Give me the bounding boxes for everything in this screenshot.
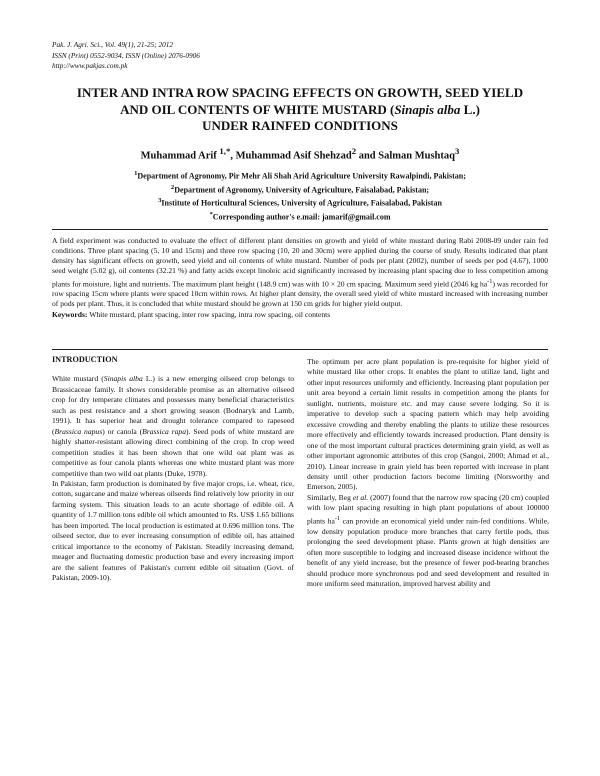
title-line-2: AND OIL CONTENTS OF WHITE MUSTARD (Sinapis alba L.)	[120, 101, 480, 117]
affiliation-3: $^3$Institute of Horticultural Sciences, University of Agriculture, Faisalabad, Pakistan	[158, 197, 442, 208]
right-column	[307, 357, 549, 590]
journal-citation: Pak. J. Agri. Sci., Vol. 49(1), 21-25; 2012	[52, 40, 174, 49]
author-2: Muhammad Asif Shehzad	[235, 150, 352, 162]
intro-paragraph-1: White mustard (Sinapis alba L.) is a new emerging oilseed crop belongs to Brassicaceae family. It shows considerable promise as an alternative oilseed crop for dry temperate climates and possesses many beneficial characteristics such as pest resistance and a short growing season (Bodnaryk and Lamb, 1991). It has superior heat and drought tolerance compared to rapeseed (Brassica napus) or canola (Brassica rapa). Seed pods of white mustard are highly shatter-resistant allowing direct combining of the crop. In crop weed competition studies it has been shown that one wild oat plant was as competitive as four canola plants whereas one white mustard plant was more competitive than two wild oat plants (Duke, 1978).	[52, 374, 295, 478]
paper-title	[40, 85, 560, 135]
keywords-label: Keywords:	[52, 309, 88, 319]
affiliation-1: $^1$Department of Agronomy, Pir Mehr Ali Shah Arid Agriculture University Rawalpindi, Pakistan;	[134, 170, 466, 181]
title-line-3: UNDER RAINFED CONDITIONS	[202, 118, 398, 133]
author-1: Muhammad Arif	[140, 150, 217, 162]
corresponding-author: *Corresponding author's e.mail: jamarif@gmail.com	[209, 210, 391, 222]
abstract-top-rule	[52, 229, 548, 230]
keywords: Keywords: White mustard, plant spacing, inter row spacing, intra row spacing, oil contents	[52, 309, 331, 319]
author-3: Salman Mushtaq	[378, 150, 455, 162]
journal-issn: ISSN (Print) 0552-9034, ISSN (Online) 2076-0906	[52, 50, 200, 60]
abstract-bottom-rule	[52, 349, 548, 350]
right-paragraph-1: The optimum per acre plant population is pre-requisite for higher yield of white mustard like other crops. It enables the plant to utilize land, light and other input resources uniformly and efficiently. Increasing plant population per unit area beyond a certain limit results in competition among the plants for sunlight, nutrients, moisture etc. and may cause severe lodging. So it is imperative to develop such a spacing pattern which may help avoiding excessive crowding and thereby enabling the plants to utilize these resources more effectively and efficiently towards increased production. Plant density is one of the most important cultural practices determining grain yield, as well as other important agronomic attributes of this crop (Sangoi, 2000; Ahmad et al., 2010). Linear increase in grain yield has been reported with increase in plant density until other production factors become limiting (Norsworthy and Emerson, 2005).	[307, 357, 549, 492]
author-list: Muhammad Arif $^{1,*}$, Muhammad Asif Shehzad$^2$ and Salman Mushtaq$^3$	[140, 146, 460, 162]
affiliation-2: $^2$Department of Agronomy, University of Agriculture, Faisalabad, Pakistan;	[170, 183, 430, 195]
species-name: Sinapis alba	[394, 101, 461, 117]
abstract	[52, 236, 548, 320]
title-line-1: INTER AND INTRA ROW SPACING EFFECTS ON GROWTH, SEED YIELD	[76, 85, 524, 100]
affiliations	[40, 168, 560, 223]
intro-paragraph-2: In Pakistan, farm production is dominated by five major crops, i.e. wheat, rice, cotton, sugarcane and maize whereas oilseeds find relatively low priority in our farming system. This situation leads to an acute shortage of edible oil. A quantity of 1.7 million tons edible oil which amounted to Rs. US$ 1.65 billions has been imported. The local production is estimated at 0.696 million tons. The oilseed sector, due to ever increasing consumption of edible oil, has attained critical importance to the economy of Pakistan. Steadily increasing demand, meager and fluctuating domestic production base and every increasing import are the salient features of Pakistan's current edible oil situation (Govt. of Pakistan, 2009-10).	[52, 478, 294, 583]
intro-heading: INTRODUCTION	[52, 355, 118, 364]
left-column	[52, 355, 294, 584]
journal-url[interactable]: http://www.pakjas.com.pk	[52, 61, 128, 70]
right-paragraph-2: Similarly, Beg et al. (2007) found that the narrow row spacing (20 cm) coupled with low plant spacing resulting in high plant populations of about 100000 plants $ha^{-1}$ can provide an economical yield under rain-fed conditions. While, low density population produce more branches that carry fertile pods, thus prolonging the seed development phase. Plants grown at high densities are often more susceptible to lodging and increased disease incidence without the benefit of any yield increase, but the presence of fewer pod-bearing branches should produce more synchronous pod and seed development and resulted in more uniform seed maturation, improved harvest ability and	[307, 492, 549, 589]
abstract-text: A field experiment was conducted to evaluate the effect of different plant densities on growth and yield of white mustard during Rabi 2008-09 under rain fed conditions. Three plant spacing (5, 10 and 15cm) and three row spacing (10, 20 and 30cm) were applied during the course of study. Results indicated that plant density has significant effects on growth, seed yield and oil contents of white mustard. Number of pods per plant (2002), number of seeds per pod (4.67), 1000 seed weight (5.02 g), oil contents (32.21 %) and fatty acids except linoleic acid significantly increased by increasing plant spacing due to less competition among plants for moisture, light and nutrients. The maximum plant height (148.9 cm) was with 10 × 20 cm spacing. Maximum seed yield (2046 kg $ha^{-1}$) was recorded for row spacing 15cm where plants were spaced 10cm within rows. At higher plant density, the overall seed yield of white mustard increased with increasing number of pods per plant. Thus, it is concluded that white mustard should be grown at 150 cm grids for higher yield output.	[52, 236, 548, 309]
journal-header	[52, 40, 200, 72]
